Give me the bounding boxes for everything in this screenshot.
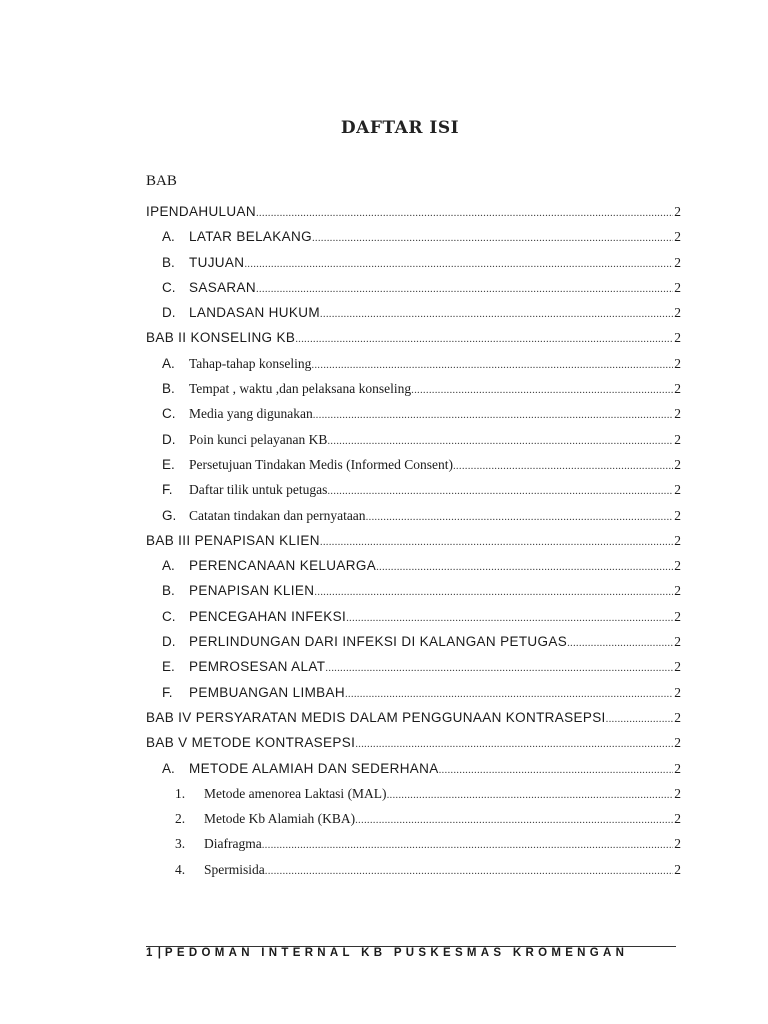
toc-page-number: 2 — [674, 811, 681, 827]
toc-page-number: 2 — [674, 406, 681, 422]
toc-entry-title: IPENDAHULUAN — [146, 204, 256, 219]
toc-dot-leader — [311, 353, 673, 378]
toc-page-number: 2 — [674, 836, 681, 852]
toc-entry-marker: 3. — [175, 836, 186, 852]
toc-dot-leader — [355, 808, 673, 833]
toc-entry-title: METODE ALAMIAH DAN SEDERHANA — [189, 760, 439, 776]
toc-page-number: 2 — [674, 735, 681, 751]
toc-entry[interactable] — [146, 351, 681, 376]
toc-entry-title: Tempat , waktu ,dan pelaksana konseling — [189, 381, 412, 397]
toc-dot-leader — [256, 277, 673, 302]
toc-entry[interactable] — [146, 401, 681, 426]
toc-page-number: 2 — [674, 381, 681, 397]
toc-dot-leader — [439, 758, 674, 783]
toc-entry[interactable] — [146, 553, 681, 578]
toc-page-number: 2 — [674, 229, 681, 245]
toc-entry-title: Spermisida — [204, 861, 265, 877]
toc-entry-title: PENCEGAHAN INFEKSI — [189, 608, 347, 624]
toc-page-number: 2 — [674, 254, 681, 270]
toc-entry-title: Persetujuan Tindakan Medis (Informed Consent) — [189, 456, 453, 472]
toc-entry[interactable] — [146, 756, 681, 781]
toc-page-number: 2 — [674, 431, 681, 447]
toc-entry[interactable] — [146, 604, 681, 629]
toc-entry-title: TUJUAN — [189, 254, 245, 270]
toc-entry-marker: G. — [162, 507, 177, 523]
toc-dot-leader — [314, 580, 673, 605]
toc-entry-marker: A. — [162, 355, 175, 371]
toc-dot-leader — [606, 707, 674, 732]
toc-entry-marker: C. — [162, 608, 176, 624]
toc-entry-marker: 4. — [175, 861, 186, 877]
toc-page-number: 2 — [674, 684, 681, 700]
toc-page-number: 2 — [674, 532, 681, 548]
toc-page-number: 2 — [674, 709, 681, 725]
toc-entry-marker: 1. — [175, 785, 186, 801]
toc-entry-title: Media yang digunakan — [189, 406, 313, 422]
toc-entry-title: Diafragma — [204, 836, 262, 852]
toc-dot-leader — [355, 732, 673, 757]
toc-page-number: 2 — [674, 558, 681, 574]
toc-entry-marker: C. — [162, 406, 176, 422]
toc-page-number: 2 — [674, 330, 681, 346]
toc-entry[interactable] — [146, 275, 681, 300]
toc-entry-marker: F. — [162, 684, 173, 700]
toc-entry[interactable] — [146, 477, 681, 502]
toc-entry-marker: A. — [162, 760, 175, 776]
toc-entry-marker: E. — [162, 456, 175, 472]
toc-dot-leader — [376, 555, 673, 580]
toc-entry-title: Catatan tindakan dan pernyataan — [189, 507, 366, 523]
toc-entry[interactable] — [146, 224, 681, 249]
toc-entry-title: PEMBUANGAN LIMBAH — [189, 684, 345, 700]
toc-entry-marker: B. — [162, 254, 175, 270]
toc-dot-leader — [327, 479, 673, 504]
table-of-contents — [146, 199, 681, 882]
toc-entry-title: Daftar tilik untuk petugas — [189, 482, 328, 498]
toc-entry[interactable] — [146, 325, 681, 350]
toc-dot-leader — [265, 859, 674, 884]
toc-entry-title: SASARAN — [189, 279, 256, 295]
toc-entry-marker: A. — [162, 229, 175, 245]
toc-entry-title: Tahap-tahap konseling — [189, 355, 312, 371]
toc-dot-leader — [325, 656, 673, 681]
toc-dot-leader — [320, 302, 673, 327]
toc-entry[interactable] — [146, 578, 681, 603]
toc-entry[interactable] — [146, 680, 681, 705]
toc-entry[interactable] — [146, 629, 681, 654]
toc-page-number: 2 — [674, 583, 681, 599]
toc-dot-leader — [312, 226, 673, 251]
toc-entry-marker: D. — [162, 305, 176, 321]
toc-entry-title: BAB II KONSELING KB — [146, 330, 296, 346]
toc-page-number: 2 — [674, 456, 681, 472]
toc-entry-title: PENAPISAN KLIEN — [189, 583, 315, 599]
toc-page-number: 2 — [674, 355, 681, 371]
toc-dot-leader — [366, 505, 674, 530]
toc-page-number: 2 — [674, 785, 681, 801]
toc-page-number: 2 — [674, 861, 681, 877]
toc-entry-title: PERLINDUNGAN DARI INFEKSI DI KALANGAN PETUGAS — [189, 634, 568, 650]
toc-entry-marker: B. — [162, 381, 175, 397]
toc-page-number: 2 — [674, 608, 681, 624]
toc-entry-title: BAB III PENAPISAN KLIEN — [146, 532, 320, 548]
toc-entry[interactable] — [146, 452, 681, 477]
toc-entry[interactable] — [146, 250, 681, 275]
toc-entry[interactable] — [146, 528, 681, 553]
toc-dot-leader — [345, 682, 673, 707]
toc-entry-marker: E. — [162, 659, 175, 675]
toc-entry[interactable] — [146, 857, 681, 882]
toc-dot-leader — [411, 378, 673, 403]
bab-label: BAB — [146, 173, 177, 189]
toc-entry-marker: F. — [162, 482, 173, 498]
toc-entry-marker: B. — [162, 583, 175, 599]
toc-entry[interactable] — [146, 806, 681, 831]
toc-dot-leader — [313, 403, 674, 428]
toc-dot-leader — [567, 631, 673, 656]
toc-entry[interactable] — [146, 199, 681, 224]
toc-page-number: 2 — [674, 634, 681, 650]
toc-entry[interactable] — [146, 730, 681, 755]
toc-entry-title: PERENCANAAN KELUARGA — [189, 558, 377, 574]
toc-dot-leader — [320, 530, 673, 555]
toc-dot-leader — [453, 454, 673, 479]
toc-dot-leader — [244, 252, 673, 277]
page-title: DAFTAR ISI — [340, 118, 460, 138]
footer-separator: | — [157, 947, 161, 959]
toc-entry-title: Poin kunci pelayanan KB — [189, 431, 328, 447]
toc-entry[interactable] — [146, 654, 681, 679]
toc-entry[interactable] — [146, 427, 681, 452]
toc-entry-marker: 2. — [175, 811, 186, 827]
toc-page-number: 2 — [674, 659, 681, 675]
toc-dot-leader — [387, 783, 674, 808]
toc-entry[interactable] — [146, 376, 681, 401]
toc-page-number: 2 — [674, 507, 681, 523]
toc-page-number: 2 — [674, 760, 681, 776]
toc-entry-title: PEMROSESAN ALAT — [189, 659, 326, 675]
toc-entry-title: Metode amenorea Laktasi (MAL) — [204, 785, 387, 801]
toc-entry[interactable] — [146, 705, 681, 730]
footer-page-number: 1 — [146, 947, 157, 959]
toc-dot-leader — [256, 201, 673, 226]
toc-entry-title: LANDASAN HUKUM — [189, 305, 320, 321]
toc-dot-leader — [262, 833, 674, 858]
footer-title: PEDOMAN INTERNAL KB PUSKESMAS KROMENGAN — [164, 947, 629, 959]
toc-entry[interactable] — [146, 503, 681, 528]
toc-entry-marker: D. — [162, 431, 176, 447]
toc-entry-title: LATAR BELAKANG — [189, 229, 312, 245]
toc-dot-leader — [295, 327, 673, 352]
toc-page-number: 2 — [674, 482, 681, 498]
toc-entry[interactable] — [146, 300, 681, 325]
toc-entry-title: BAB IV PERSYARATAN MEDIS DALAM PENGGUNAAN KONTRASEPSI — [146, 709, 606, 725]
toc-entry-marker: D. — [162, 634, 176, 650]
toc-entry-marker: A. — [162, 558, 175, 574]
toc-dot-leader — [327, 429, 673, 454]
page-footer — [146, 947, 628, 959]
toc-entry-title: BAB V METODE KONTRASEPSI — [146, 735, 356, 751]
toc-page-number: 2 — [674, 204, 681, 219]
toc-entry[interactable] — [146, 831, 681, 856]
toc-page-number: 2 — [674, 305, 681, 321]
toc-entry-title: Metode Kb Alamiah (KBA) — [204, 811, 356, 827]
toc-dot-leader — [346, 606, 673, 631]
toc-entry[interactable] — [146, 781, 681, 806]
toc-page-number: 2 — [674, 279, 681, 295]
toc-entry-marker: C. — [162, 279, 176, 295]
